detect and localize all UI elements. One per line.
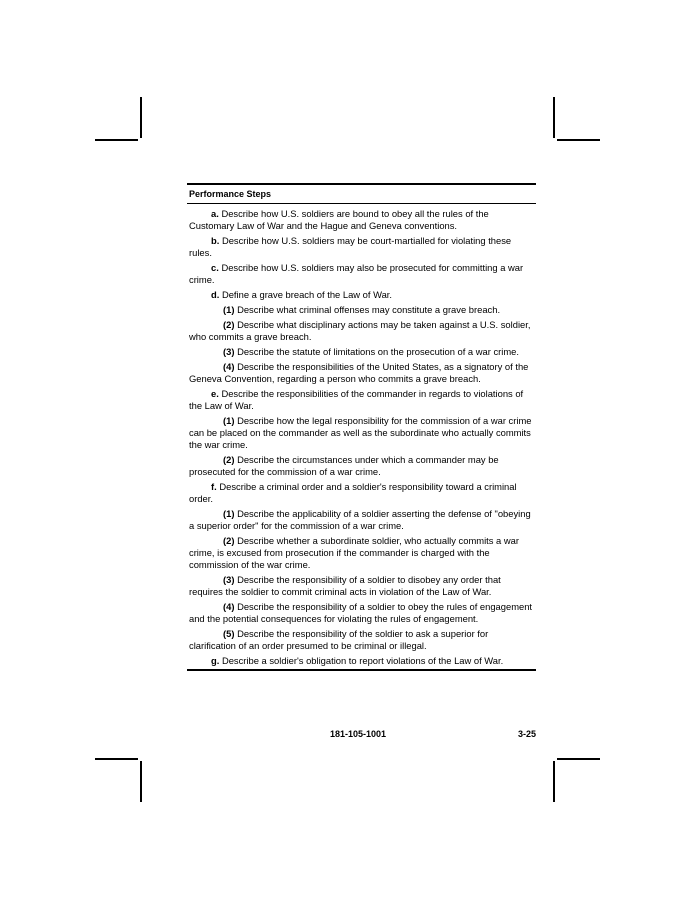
substep-item [187, 304, 536, 316]
substep-item [187, 454, 536, 478]
header-rule [187, 203, 536, 204]
substep-text: Describe the responsibilities of the United States, as a signatory of the Geneva Convention, regarding a person who commits a grave breach. [189, 361, 529, 384]
bottom-rule [187, 669, 536, 671]
crop-mark-bottom-right-vertical [553, 761, 555, 802]
substep-text: Describe the circumstances under which a commander may be prosecuted for the commission of a war crime. [189, 454, 499, 477]
substep-text: Describe the responsibility of the soldier to ask a superior for clarification of an order presumed to be criminal or illegal. [189, 628, 489, 651]
step-item [187, 208, 536, 232]
substep-text: Describe whether a subordinate soldier, who actually commits a war crime, is excused from prosecution if the commander is charged with the commission of the war crime. [189, 535, 519, 570]
step-item [187, 655, 536, 667]
substep-item [187, 319, 536, 343]
step-label: e. [211, 388, 219, 399]
substep-text: Describe what criminal offenses may constitute a grave breach. [237, 304, 501, 315]
step-item [187, 262, 536, 286]
step-text: Describe a soldier's obligation to report violations of the Law of War. [221, 655, 504, 666]
crop-mark-bottom-left-horizontal [95, 758, 138, 760]
document-number: 181-105-1001 [329, 729, 387, 739]
step-text: Describe a criminal order and a soldier's responsibility toward a criminal order. [189, 481, 517, 504]
substep-label: (1) [223, 508, 235, 519]
step-item [187, 289, 536, 301]
substep-text: Describe the responsibility of a soldier to obey the rules of engagement and the potential consequences for violating the rules of engagement. [189, 601, 533, 624]
crop-mark-top-right-horizontal [557, 139, 600, 141]
substep-item [187, 535, 536, 571]
substep-label: (3) [223, 574, 235, 585]
substep-item [187, 508, 536, 532]
crop-mark-top-left-vertical [140, 97, 142, 138]
crop-mark-bottom-left-vertical [140, 761, 142, 802]
substep-text: Describe how the legal responsibility for the commission of a war crime can be placed on the commander as well as the subordinate who actually commits the war crime. [189, 415, 532, 450]
crop-mark-bottom-right-horizontal [557, 758, 600, 760]
performance-steps-section [187, 183, 536, 671]
step-text: Describe how U.S. soldiers may also be prosecuted for committing a war crime. [189, 262, 524, 285]
step-text: Describe how U.S. soldiers may be court-martialled for violating these rules. [189, 235, 512, 258]
step-item [187, 235, 536, 259]
substep-label: (1) [223, 415, 235, 426]
substep-item [187, 361, 536, 385]
substep-text: Describe what disciplinary actions may be taken against a U.S. soldier, who commits a grave breach. [189, 319, 531, 342]
step-text: Define a grave breach of the Law of War. [221, 289, 393, 300]
step-text: Describe the responsibilities of the commander in regards to violations of the Law of War. [189, 388, 524, 411]
substep-label: (1) [223, 304, 235, 315]
crop-mark-top-left-horizontal [95, 139, 138, 141]
step-item [187, 481, 536, 505]
step-label: f. [211, 481, 217, 492]
substep-item [187, 601, 536, 625]
step-label: a. [211, 208, 219, 219]
substep-label: (4) [223, 361, 235, 372]
substep-item [187, 574, 536, 598]
substep-label: (2) [223, 319, 235, 330]
step-text: Describe how U.S. soldiers are bound to obey all the rules of the Customary Law of War and the Hague and Geneva conventions. [189, 208, 489, 231]
substep-text: Describe the responsibility of a soldier to disobey any order that requires the soldier to commit criminal acts in violation of the Law of War. [189, 574, 501, 597]
substep-label: (2) [223, 454, 235, 465]
step-label: d. [211, 289, 220, 300]
substep-text: Describe the applicability of a soldier asserting the defense of "obeying a superior order" for the commission of a war crime. [189, 508, 531, 531]
substep-item [187, 346, 536, 358]
substep-label: (3) [223, 346, 235, 357]
step-label: b. [211, 235, 220, 246]
section-header: Performance Steps [189, 189, 272, 199]
substep-label: (5) [223, 628, 235, 639]
substep-label: (4) [223, 601, 235, 612]
crop-mark-top-right-vertical [553, 97, 555, 138]
page-number: 3-25 [517, 729, 536, 739]
substep-label: (2) [223, 535, 235, 546]
substep-text: Describe the statute of limitations on the prosecution of a war crime. [237, 346, 519, 357]
substep-item [187, 415, 536, 451]
step-label: c. [211, 262, 219, 273]
substep-item [187, 628, 536, 652]
step-item [187, 388, 536, 412]
step-label: g. [211, 655, 220, 666]
